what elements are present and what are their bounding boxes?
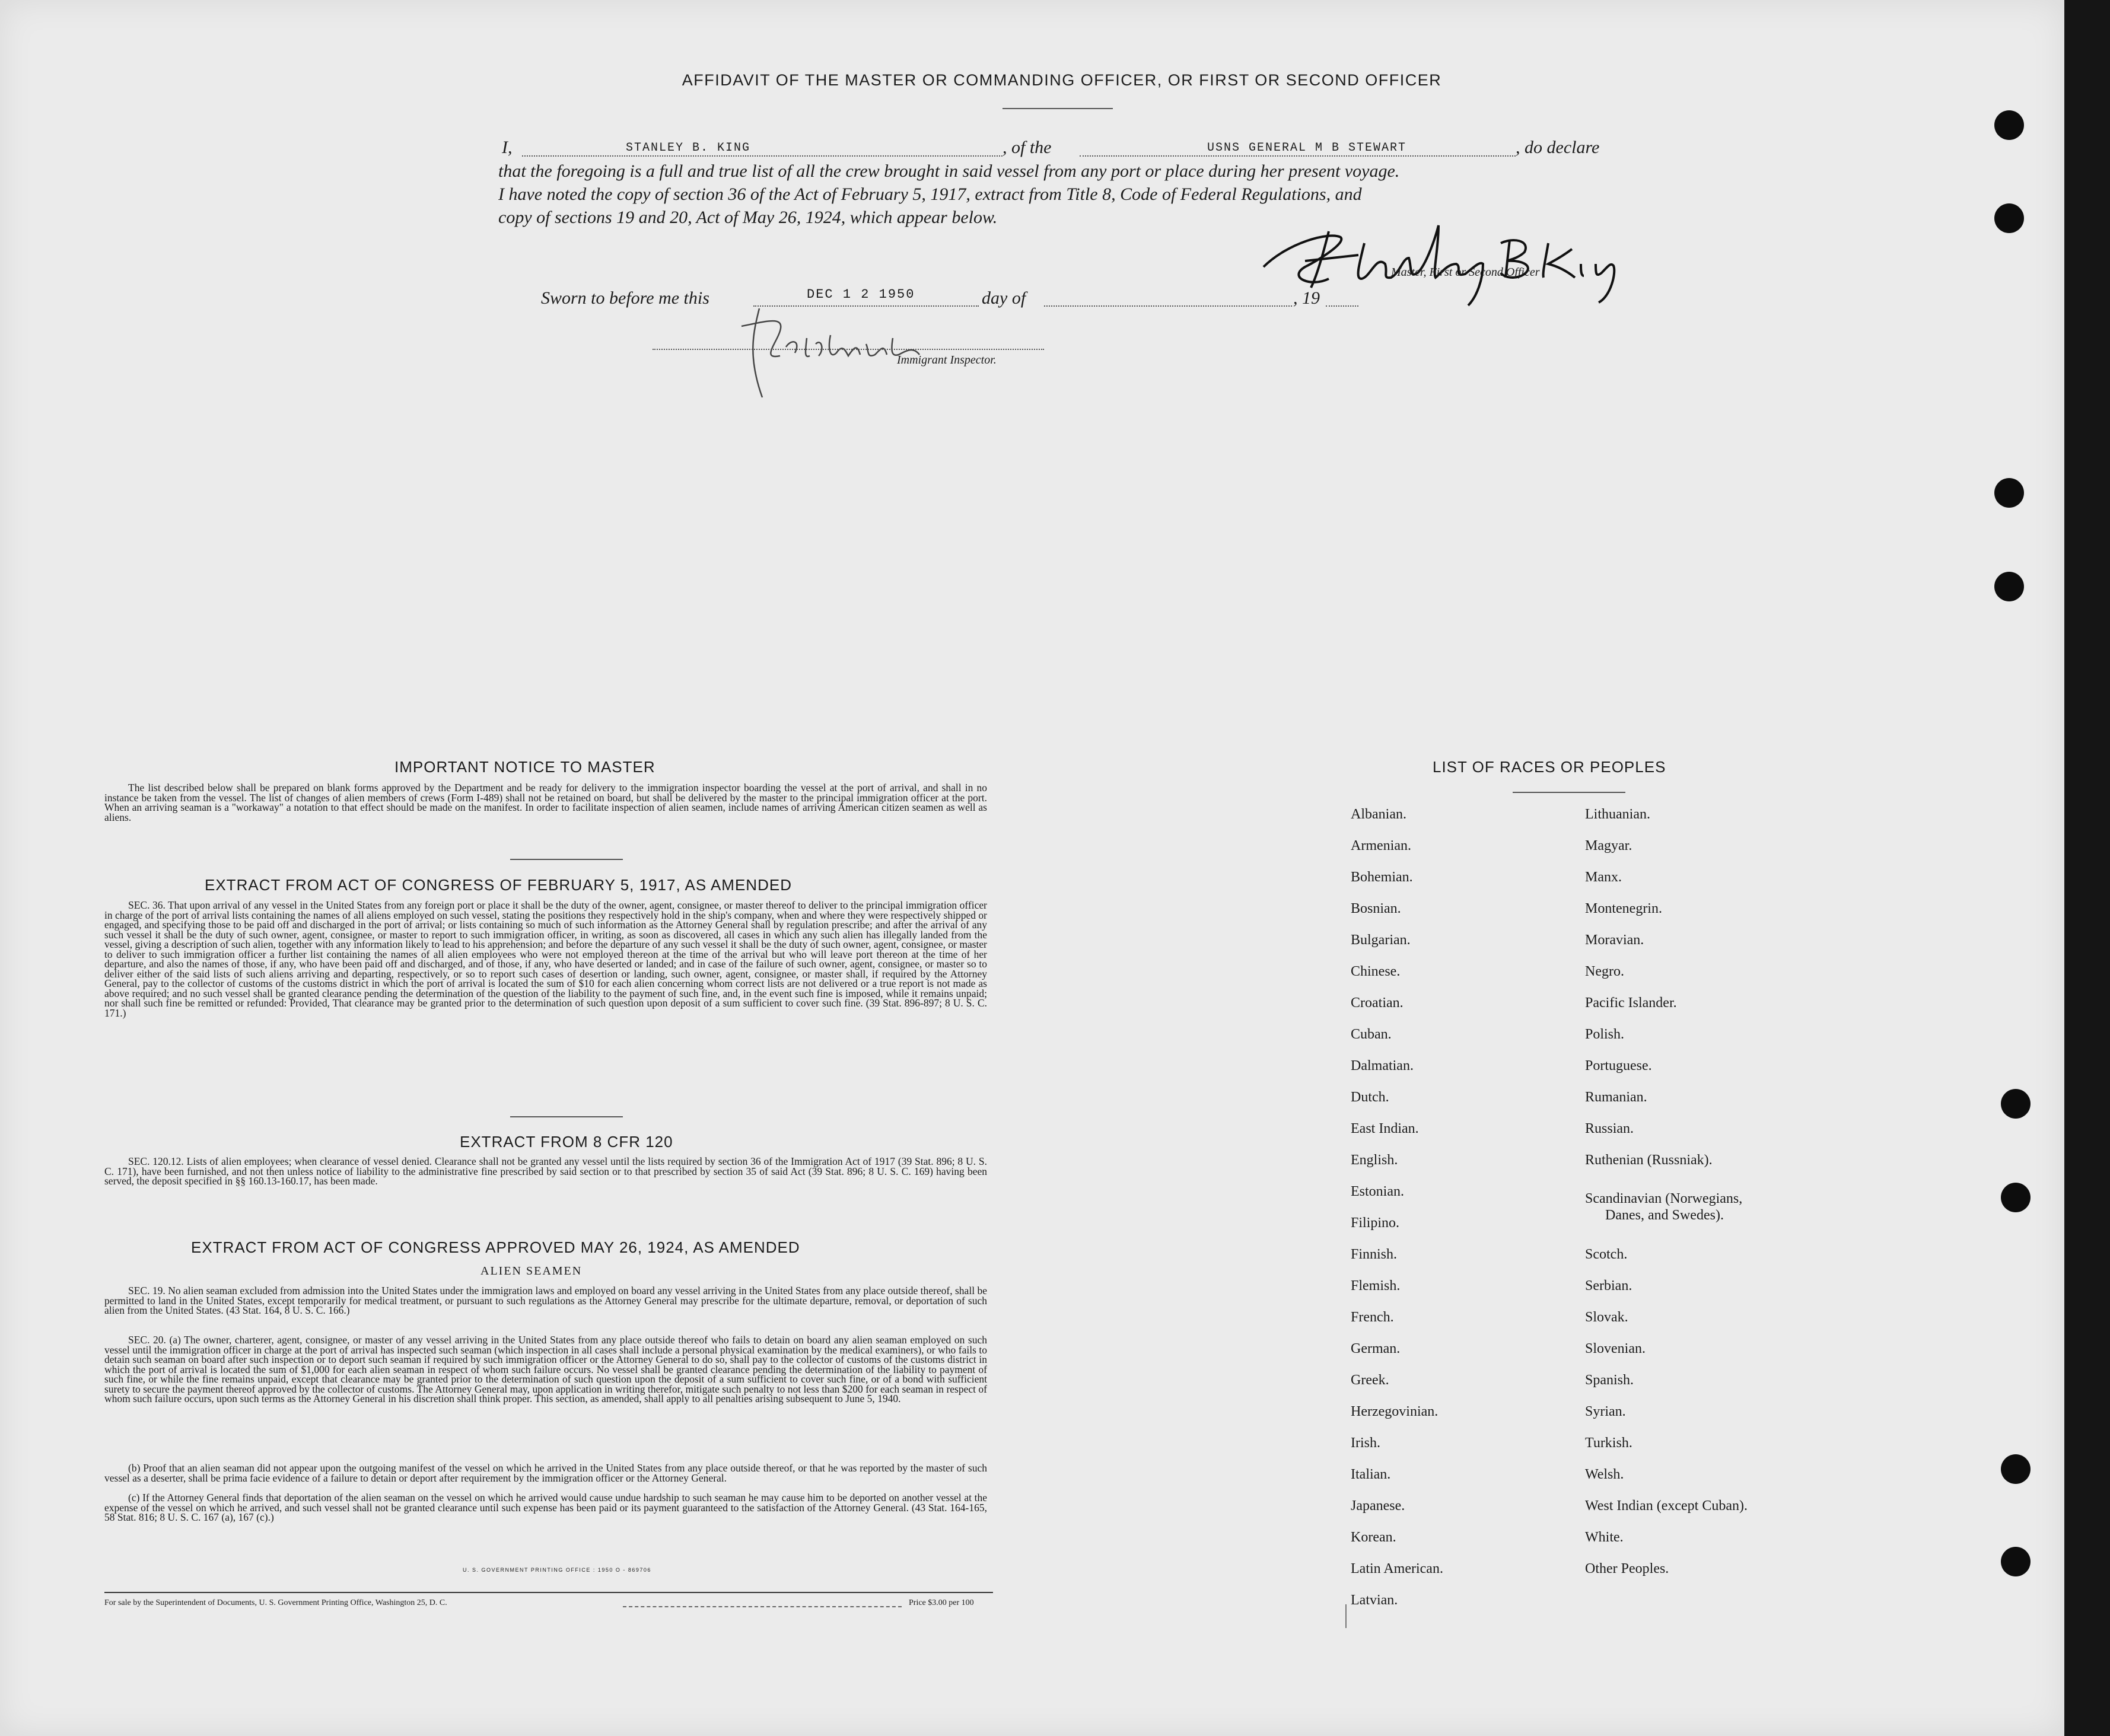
race-item: German. (1351, 1341, 1401, 1356)
race-item: Scotch. (1585, 1247, 1628, 1262)
race-item: White. (1585, 1530, 1624, 1545)
inspector-line (653, 349, 1044, 350)
extract-1917-text: SEC. 36. That upon arrival of any vessel in the United States from any foreign port or place it shall be the duty of the owner, agent, consignee, or master thereof to deliver to the principal immigration officer in charge of the port of arrival lists containing the names of all aliens employed on such vessel, stating the positions they respectively hold in the ship's company, when and where they were respectively shipped or engaged, and specifying those to be paid off and discharged in the port of arrival; or lists containing so much of such information as the Attorney General shall by regulation prescribe; and after the arrival of any such vessel it shall be the duty of such owner, agent, consignee, or master to report to such immigration officer, in writing, as soon as discovered, all cases in which any such alien has illegally landed from the vessel, giving a description of such alien, together with any information likely to lead to his apprehension; and before the departure of any such vessel it shall be the duty of such owner, agent, consignee, or master to deliver to such immigration officer a further list containing the names of all alien employees who were not employed thereon at the time of the arrival but who will leave port thereon at the time of her departure, and also the names of those, if any, who have been paid off and discharged, and of those, if any, who have deserted or landed; and in case of the failure of such owner, agent, consignee, or master so to deliver either of the said lists of such aliens arriving and departing, respectively, or so to report such cases of desertion or landing, such owner, agent, consignee, or master shall, if required by the Attorney General, pay to the collector of customs of the customs district in which the port of arrival is located the sum of $10 for each alien concerning whom correct lists are not delivered or a true report is not made as above required; and no such vessel shall be granted clearance pending the determination of the question of the liability to the payment of such fine, and, in the event such fine is imposed, while it remains unpaid; nor shall such fine be remitted or refunded: Provided, That clearance may be granted prior to the determination of such question upon deposit of a sum sufficient to cover such fine. (39 Stat. 896-897; 8 U. S. C. 171.) (104, 899, 987, 1019)
race-item: Japanese. (1351, 1498, 1405, 1514)
sec-20c-text: (c) If the Attorney General finds that deportation of the alien seaman on the vessel on which he arrived would cause undue hardship to such seaman he may cause him to be deported on another vessel at the expense of the vessel on which he arrived, and such vessel shall not be granted clearance until such expense has been paid or its payment guaranteed to the satisfaction of the Attorney General. (43 Stat. 164-165, 58 Stat. 816; 8 U. S. C. 167 (a), 167 (c).) (104, 1492, 987, 1523)
race-item: Lithuanian. (1585, 807, 1650, 822)
vessel-name: USNS GENERAL M B STEWART (1207, 141, 1407, 155)
race-item: Bulgarian. (1351, 932, 1411, 948)
race-item: Armenian. (1351, 838, 1411, 853)
month-line (1044, 305, 1292, 307)
race-item: Turkish. (1585, 1435, 1632, 1451)
race-item: Chinese. (1351, 964, 1401, 979)
race-item: English. (1351, 1152, 1398, 1168)
race-item: Finnish. (1351, 1247, 1398, 1262)
race-item: Serbian. (1585, 1278, 1632, 1294)
divider (510, 859, 623, 860)
race-item: Filipino. (1351, 1215, 1400, 1231)
gpo-imprint: U. S. GOVERNMENT PRINTING OFFICE : 1950 O - 869706 (463, 1567, 651, 1573)
name-line (522, 155, 1003, 157)
column-divider (1345, 1604, 1347, 1628)
race-item: Bosnian. (1351, 901, 1401, 916)
race-item: Irish. (1351, 1435, 1380, 1451)
race-item: Bohemian. (1351, 869, 1413, 885)
race-item: Portuguese. (1585, 1058, 1652, 1074)
sec-20a-text: SEC. 20. (a) The owner, charterer, agent, consignee, or master of any vessel arriving in the United States from any place outside thereof who fails to detain on board any alien seaman employed on such vessel until the immigration officer in charge at the port of arrival has inspected such seaman (which inspection in all cases shall include a personal physical examination by the medical examiners), or who fails to detain such seaman on board after such inspection or to deport such seaman if required by such immigration officer or the Attorney General to do so, shall pay to the collector of customs of the customs district in which the port of arrival is located the sum of $1,000 for each alien seaman in respect of whom such failure occurs. No vessel shall be granted clearance pending the determination of the liability to payment of such fine, or while the fine remains unpaid, except that clearance may be granted prior to the determination of such question upon the deposit of a sum sufficient to cover such fine, or of a bond with sufficient surety to secure the payment thereof approved by the collector of customs. The Attorney General may, upon application in writing therefor, mitigate such penalty to not less than $200 for each seaman in respect of whom such failure occurs, upon such terms as the Attorney General in his discretion shall think proper. This section, as amended, shall apply to all penalties arising subsequent to June 5, 1940. (104, 1334, 987, 1404)
sec-19-text: SEC. 19. No alien seaman excluded from admission into the United States under the immigration laws and employed on board any vessel arriving in the United States from any place outside thereof, shall be permitted to land in the United States, except temporarily for medical treatment, or pursuant to such regulations as the Attorney General may prescribe for the ultimate departure, removal, or deportation of such alien from the United States. (43 Stat. 164, 8 U. S. C. 166.) (104, 1285, 987, 1316)
punch-hole (2001, 1089, 2031, 1119)
race-item: Syrian. (1585, 1404, 1626, 1419)
sec-20b-text: (b) Proof that an alien seaman did not appear upon the outgoing manifest of the vessel on which he arrived in the United States from any place outside thereof, or that he was reported by the master of such vessel as a deserter, shall be prima facie evidence of a failure to detain or deport after requirement by the immigration officer or the Attorney General. (104, 1462, 987, 1484)
race-item: Dalmatian. (1351, 1058, 1414, 1074)
affidavit-heading: AFFIDAVIT OF THE MASTER OR COMMANDING OFFICER, OR FIRST OR SECOND OFFICER (682, 71, 1442, 89)
race-item: Albanian. (1351, 807, 1406, 822)
race-item: Magyar. (1585, 838, 1632, 853)
declarant-name: STANLEY B. KING (626, 141, 751, 155)
punch-hole (2001, 1454, 2031, 1484)
race-item: Greek. (1351, 1372, 1389, 1388)
race-item: Rumanian. (1585, 1090, 1647, 1105)
race-item: Italian. (1351, 1467, 1391, 1482)
race-item: Scandinavian (Norwegians, (1585, 1191, 1743, 1206)
notice-heading: IMPORTANT NOTICE TO MASTER (394, 758, 655, 776)
race-item: Russian. (1585, 1121, 1634, 1136)
sales-note: For sale by the Superintendent of Documents, U. S. Government Printing Office, Washington 25, D. C. (104, 1598, 447, 1607)
race-item: Dutch. (1351, 1090, 1389, 1105)
extract-1924-heading: EXTRACT FROM ACT OF CONGRESS APPROVED MAY 26, 1924, AS AMENDED (191, 1238, 800, 1256)
affidavit-line-3: I have noted the copy of section 36 of the Act of February 5, 1917, extract from Title 8, Code of Federal Regulations, and (498, 184, 1362, 204)
race-item: Cuban. (1351, 1027, 1392, 1042)
race-item: Slovenian. (1585, 1341, 1646, 1356)
sworn-date-stamp: DEC 1 2 1950 (807, 287, 915, 302)
sworn-label: Sworn to before me this (541, 288, 709, 308)
race-item: Spanish. (1585, 1372, 1634, 1388)
race-item: Montenegrin. (1585, 901, 1662, 916)
inspector-signature (736, 302, 961, 403)
race-item: Latvian. (1351, 1592, 1398, 1608)
day-of-label: day of (982, 288, 1026, 308)
affidavit-line-4: copy of sections 19 and 20, Act of May 26, 1924, which appear below. (498, 208, 998, 227)
races-heading: LIST OF RACES OR PEOPLES (1433, 758, 1666, 776)
race-item: Negro. (1585, 964, 1624, 979)
race-item: Manx. (1585, 869, 1622, 885)
vessel-line (1080, 155, 1516, 157)
signer-caption: Master, First or Second Officer (1391, 266, 1540, 279)
race-item: Estonian. (1351, 1184, 1404, 1199)
do-declare-label: , do declare (1516, 138, 1600, 157)
race-item: Croatian. (1351, 995, 1404, 1011)
punch-hole (1994, 203, 2024, 233)
alien-seamen-subheading: ALIEN SEAMEN (480, 1264, 583, 1278)
race-item: Danes, and Swedes). (1605, 1208, 1724, 1223)
race-item: Other Peoples. (1585, 1561, 1669, 1576)
price-note: Price $3.00 per 100 (909, 1598, 974, 1607)
punch-hole (1994, 110, 2024, 140)
year-line (1326, 305, 1358, 307)
punch-hole (2001, 1547, 2031, 1576)
footer-rule (104, 1592, 993, 1593)
race-item: Flemish. (1351, 1278, 1401, 1294)
race-item: Ruthenian (Russniak). (1585, 1152, 1713, 1168)
race-item: Moravian. (1585, 932, 1644, 948)
race-item: West Indian (except Cuban). (1585, 1498, 1748, 1514)
punch-hole (2001, 1183, 2031, 1212)
i-label: I, (502, 138, 513, 157)
divider (1513, 792, 1625, 793)
divider (510, 1116, 623, 1117)
divider (1003, 108, 1113, 109)
race-item: Welsh. (1585, 1467, 1624, 1482)
extract-1917-heading: EXTRACT FROM ACT OF CONGRESS OF FEBRUARY 5, 1917, AS AMENDED (205, 876, 792, 894)
race-item: Herzegovinian. (1351, 1404, 1439, 1419)
year-label: , 19 (1293, 288, 1320, 308)
race-item: Polish. (1585, 1027, 1625, 1042)
extract-cfr-heading: EXTRACT FROM 8 CFR 120 (460, 1133, 673, 1151)
punch-hole (1994, 572, 2024, 601)
punch-hole (1994, 478, 2024, 508)
race-item: Slovak. (1585, 1310, 1628, 1325)
race-item: Latin American. (1351, 1561, 1443, 1576)
footer-leader (623, 1606, 902, 1607)
affidavit-line-2: that the foregoing is a full and true list of all the crew brought in said vessel from any port or place during her present voyage. (498, 161, 1400, 181)
race-item: French. (1351, 1310, 1394, 1325)
of-the-label: , of the (1003, 138, 1052, 157)
race-item: East Indian. (1351, 1121, 1419, 1136)
extract-cfr-text: SEC. 120.12. Lists of alien employees; when clearance of vessel denied. Clearance shall not be granted any vessel until the lists required by section 36 of the Immigration Act of 1917 (39 Stat. 896; 8 U. S. C. 171), have been furnished, and not then unless notice of liability to the administrative fine prescribed by said section or to that prescribed by section 35 of said Act (39 Stat. 896; 8 U. S. C. 169) having been served, the deposit specified in §§ 160.13-160.17, has been made. (104, 1155, 987, 1187)
race-item: Korean. (1351, 1530, 1396, 1545)
race-item: Pacific Islander. (1585, 995, 1677, 1011)
notice-text: The list described below shall be prepared on blank forms approved by the Department and be ready for delivery to the immigration inspector boarding the vessel at the port of arrival, and shall in no instance be taken from the vessel. The list of changes of alien members of crews (Form I-489) shall not be retained on board, but shall be delivered by the master to the principal immigration officer at the port. When an arriving seaman is a "workaway" a notation to that effect should be made on the manifest. In order to facilitate inspection of alien seamen, include names of arriving American citizen seamen as well as aliens. (104, 782, 987, 823)
inspector-caption: Immigrant Inspector. (897, 353, 997, 367)
